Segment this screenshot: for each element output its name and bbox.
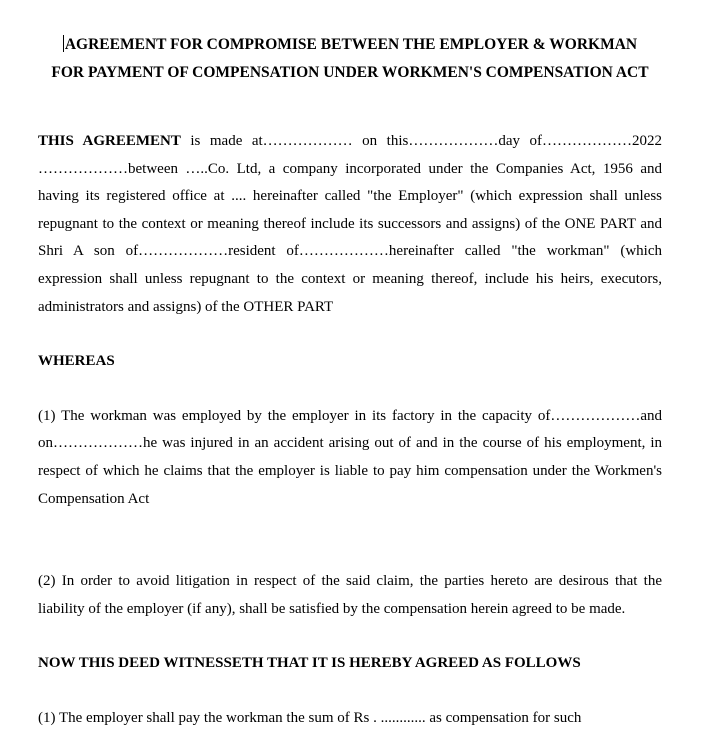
title-line-2: FOR PAYMENT OF COMPENSATION UNDER WORKMEN'S COMPENSATION ACT	[51, 63, 649, 81]
text-cursor	[63, 35, 64, 52]
recital-2: (2) In order to avoid litigation in respect of the said claim, the parties hereto are desirous that the liability of the employer (if any), shall be satisfied by the compensation herein agreed to be made.	[38, 573, 662, 617]
intro-lead: THIS AGREEMENT	[38, 133, 181, 149]
title-line-1	[38, 31, 662, 59]
witness-heading: NOW THIS DEED WITNESSETH THAT IT IS HEREBY AGREED AS FOLLOWS	[38, 655, 581, 672]
intro-paragraph	[38, 128, 662, 321]
clause-1: (1) The employer shall pay the workman the sum of Rs . ............ as compensation for such	[38, 709, 582, 726]
document-page	[38, 0, 662, 733]
document-title	[38, 0, 662, 86]
recital-1: (1) The workman was employed by the employer in its factory in the capacity of………………and on………………he was injured in an accident arising out of and in the course of his employment, in respect of which he claims that the employer is liable to pay him compensation under the Workmen's Compensation Act	[38, 407, 662, 507]
title-line-1-text: AGREEMENT FOR COMPROMISE BETWEEN THE EMPLOYER & WORKMAN	[64, 36, 638, 53]
whereas-heading: WHEREAS	[38, 353, 115, 370]
intro-text: is made at……………… on this………………day of………………2022 ………………between …..Co. Ltd, a company incorporated under the Companies Act, 1956 and having its registered office at .... hereinafter called "the Employer" (which expression shall unless repugnant to the context or meaning thereof include its successors and assigns) of the ONE PART and Shri A son of………………resident of………………hereinafter called "the workman" (which expression shall unless repugnant to the context or meaning thereof, include his heirs, executors, administrators and assigns) of the OTHER PART	[38, 133, 662, 315]
